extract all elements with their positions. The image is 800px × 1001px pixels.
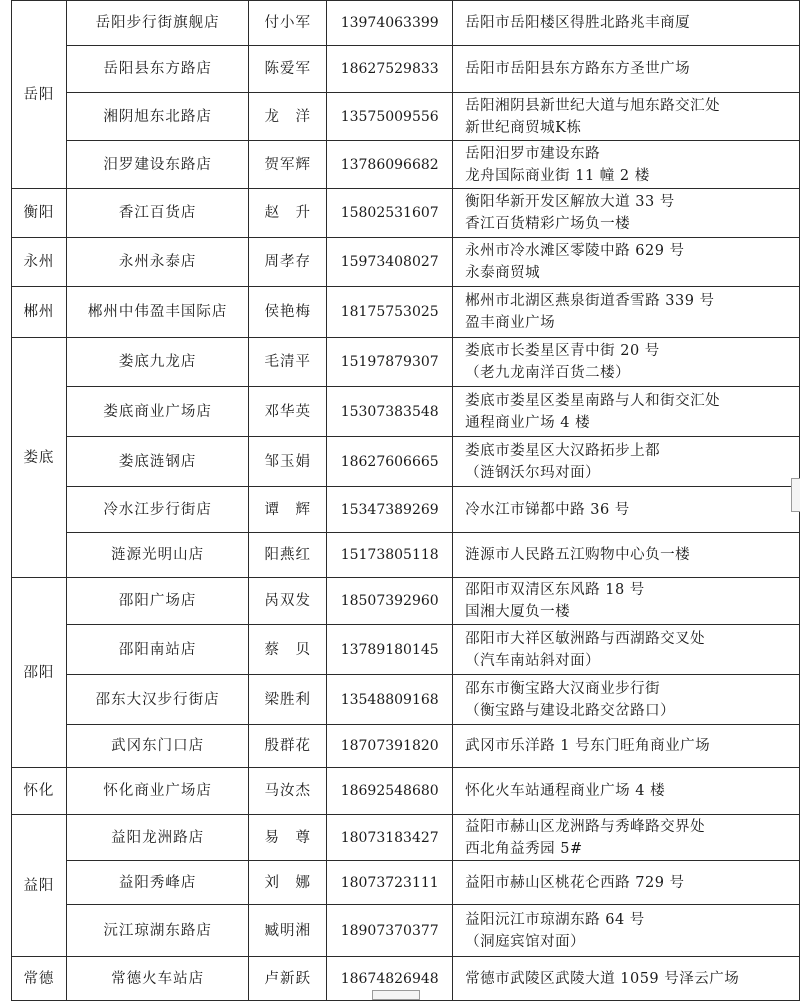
store-name-cell: 湘阴旭东北路店 [66, 93, 249, 141]
store-name-cell: 常德火车站店 [66, 957, 249, 1001]
address-line: 香江百货精彩广场负一楼 [465, 216, 631, 232]
phone-cell: 15197879307 [327, 338, 453, 387]
table-row [12, 287, 800, 338]
table-row [12, 46, 800, 93]
store-name-cell: 娄底涟钢店 [66, 437, 249, 487]
phone-cell: 18073183427 [327, 815, 453, 861]
address-line: 永泰商贸城 [465, 265, 541, 281]
table-row [12, 768, 800, 815]
table-row [12, 1, 800, 46]
table-row [12, 861, 800, 905]
address-line: 衡阳华新开发区解放大道 33 号 [465, 194, 675, 210]
manager-name-cell: 殷群花 [249, 725, 327, 768]
manager-name-cell: 蔡 贝 [249, 625, 327, 675]
address-line: （洞庭宾馆对面） [465, 933, 586, 950]
address-line: 邵东市衡宝路大汉商业步行街 [465, 680, 661, 697]
manager-name-cell: 侯艳梅 [249, 287, 327, 338]
address-line: （衡宝路与建设北路交岔路口） [465, 702, 676, 719]
store-name-cell: 沅江琼湖东路店 [66, 905, 249, 957]
address-cell [453, 815, 800, 861]
store-name-cell: 益阳龙洲路店 [66, 815, 249, 861]
address-line: 益阳市赫山区龙洲路与秀峰路交界处 [465, 818, 706, 835]
table-row [12, 675, 800, 725]
manager-name-cell: 阳燕红 [249, 533, 327, 578]
address-cell [453, 578, 800, 625]
manager-name-cell: 呙双发 [249, 578, 327, 625]
table-row [12, 533, 800, 578]
address-line: 新世纪商贸城K栋 [465, 119, 582, 136]
region-cell: 邵阳 [12, 578, 67, 768]
table-row [12, 189, 800, 238]
address-line: 盈丰商业广场 [465, 315, 556, 331]
phone-cell: 13548809168 [327, 675, 453, 725]
address-line: 国湘大厦负一楼 [465, 604, 571, 620]
address-cell [453, 768, 800, 815]
manager-name-cell: 马汝杰 [249, 768, 327, 815]
address-cell [453, 725, 800, 768]
region-cell: 岳阳 [12, 1, 67, 189]
region-cell: 常德 [12, 957, 67, 1001]
phone-cell: 13786096682 [327, 141, 453, 189]
address-line: 益阳沅江市琼湖东路 64 号 [465, 911, 645, 928]
store-name-cell: 涟源光明山店 [66, 533, 249, 578]
address-cell [453, 338, 800, 387]
store-name-cell: 永州永泰店 [66, 238, 249, 287]
phone-cell: 18907370377 [327, 905, 453, 957]
manager-name-cell: 龙 洋 [249, 93, 327, 141]
table-row [12, 578, 800, 625]
manager-name-cell: 谭 辉 [249, 487, 327, 533]
phone-cell: 18175753025 [327, 287, 453, 338]
address-cell [453, 46, 800, 93]
table-row [12, 437, 800, 487]
address-line: （老九龙南洋百货二楼） [465, 365, 631, 381]
manager-name-cell: 周孝存 [249, 238, 327, 287]
manager-name-cell: 易 尊 [249, 815, 327, 861]
store-name-cell: 汨罗建设东路店 [66, 141, 249, 189]
manager-name-cell: 梁胜利 [249, 675, 327, 725]
region-cell: 怀化 [12, 768, 67, 815]
address-cell [453, 625, 800, 675]
table-row [12, 93, 800, 141]
address-line: 龙舟国际商业街 11 幢 2 楼 [465, 167, 650, 184]
address-line: （汽车南站斜对面） [465, 652, 601, 669]
address-line: 西北角益秀园 5# [465, 840, 583, 857]
address-cell [453, 387, 800, 437]
table-row [12, 387, 800, 437]
phone-cell: 13974063399 [327, 1, 453, 46]
address-cell [453, 1, 800, 46]
address-cell [453, 141, 800, 189]
phone-cell: 18073723111 [327, 861, 453, 905]
address-line: 岳阳市岳阳楼区得胜北路兆丰商厦 [465, 15, 691, 31]
table-row [12, 815, 800, 861]
store-name-cell: 冷水江步行街店 [66, 487, 249, 533]
address-line: 通程商业广场 4 楼 [465, 414, 591, 431]
manager-name-cell: 邹玉娟 [249, 437, 327, 487]
store-directory-table [11, 0, 800, 1001]
region-cell: 娄底 [12, 338, 67, 578]
address-line: 岳阳市岳阳县东方路东方圣世广场 [465, 61, 691, 77]
phone-cell: 18507392960 [327, 578, 453, 625]
manager-name-cell: 卢新跃 [249, 957, 327, 1001]
address-line: （涟钢沃尔玛对面） [465, 464, 601, 481]
store-name-cell: 香江百货店 [66, 189, 249, 238]
phone-cell: 18674826948 [327, 957, 453, 1001]
scroll-handle[interactable] [791, 478, 800, 512]
store-name-cell: 岳阳县东方路店 [66, 46, 249, 93]
address-cell [453, 533, 800, 578]
address-line: 娄底市娄星区娄星南路与人和街交汇处 [465, 392, 721, 409]
region-cell: 郴州 [12, 287, 67, 338]
address-line: 郴州市北湖区燕泉街道香雪路 339 号 [465, 293, 715, 309]
manager-name-cell: 贺军辉 [249, 141, 327, 189]
phone-cell: 18627529833 [327, 46, 453, 93]
store-name-cell: 武冈东门口店 [66, 725, 249, 768]
address-cell [453, 238, 800, 287]
manager-name-cell: 赵 升 [249, 189, 327, 238]
address-cell [453, 861, 800, 905]
store-name-cell: 益阳秀峰店 [66, 861, 249, 905]
address-cell [453, 437, 800, 487]
phone-cell: 18627606665 [327, 437, 453, 487]
manager-name-cell: 毛清平 [249, 338, 327, 387]
address-cell [453, 189, 800, 238]
manager-name-cell: 臧明湘 [249, 905, 327, 957]
phone-cell: 18707391820 [327, 725, 453, 768]
store-name-cell: 郴州中伟盈丰国际店 [66, 287, 249, 338]
address-cell [453, 905, 800, 957]
table-row [12, 141, 800, 189]
table-row [12, 338, 800, 387]
store-name-cell: 娄底九龙店 [66, 338, 249, 387]
phone-cell: 15802531607 [327, 189, 453, 238]
manager-name-cell: 陈爱军 [249, 46, 327, 93]
address-line: 永州市冷水滩区零陵中路 629 号 [465, 243, 685, 259]
phone-cell: 13789180145 [327, 625, 453, 675]
manager-name-cell: 付小军 [249, 1, 327, 46]
phone-cell: 13575009556 [327, 93, 453, 141]
address-line: 怀化火车站通程商业广场 4 楼 [465, 783, 666, 799]
address-line: 邵阳市大祥区敏洲路与西湖路交叉处 [465, 630, 706, 647]
store-table-body [12, 1, 800, 1001]
region-cell: 永州 [12, 238, 67, 287]
address-cell [453, 487, 800, 533]
phone-cell: 15973408027 [327, 238, 453, 287]
region-cell: 衡阳 [12, 189, 67, 238]
address-line: 娄底市娄星区大汉路拓步上都 [465, 442, 661, 459]
address-line: 涟源市人民路五江购物中心负一楼 [465, 547, 691, 563]
address-line: 岳阳汨罗市建设东路 [465, 145, 601, 162]
store-name-cell: 邵东大汉步行街店 [66, 675, 249, 725]
store-name-cell: 娄底商业广场店 [66, 387, 249, 437]
address-line: 邵阳市双清区东风路 18 号 [465, 582, 645, 598]
region-cell: 益阳 [12, 815, 67, 957]
address-line: 武冈市乐洋路 1 号东门旺角商业广场 [465, 738, 711, 754]
address-line: 岳阳湘阴县新世纪大道与旭东路交汇处 [465, 97, 721, 114]
address-cell [453, 675, 800, 725]
phone-cell: 15347389269 [327, 487, 453, 533]
table-row [12, 625, 800, 675]
table-row [12, 905, 800, 957]
table-row [12, 725, 800, 768]
table-row [12, 487, 800, 533]
phone-cell: 18692548680 [327, 768, 453, 815]
address-cell [453, 957, 800, 1001]
store-name-cell: 邵阳广场店 [66, 578, 249, 625]
manager-name-cell: 刘 娜 [249, 861, 327, 905]
manager-name-cell: 邓华英 [249, 387, 327, 437]
table-row [12, 238, 800, 287]
phone-cell: 15307383548 [327, 387, 453, 437]
address-cell [453, 287, 800, 338]
store-name-cell: 邵阳南站店 [66, 625, 249, 675]
store-name-cell: 怀化商业广场店 [66, 768, 249, 815]
address-cell [453, 93, 800, 141]
address-line: 冷水江市锑都中路 36 号 [465, 501, 630, 518]
address-line: 常德市武陵区武陵大道 1059 号泽云广场 [465, 970, 740, 987]
phone-cell: 15173805118 [327, 533, 453, 578]
address-line: 娄底市长娄星区青中街 20 号 [465, 343, 660, 359]
resize-handle[interactable] [372, 990, 420, 1000]
store-name-cell: 岳阳步行街旗舰店 [66, 1, 249, 46]
address-line: 益阳市赫山区桃花仑西路 729 号 [465, 874, 685, 891]
